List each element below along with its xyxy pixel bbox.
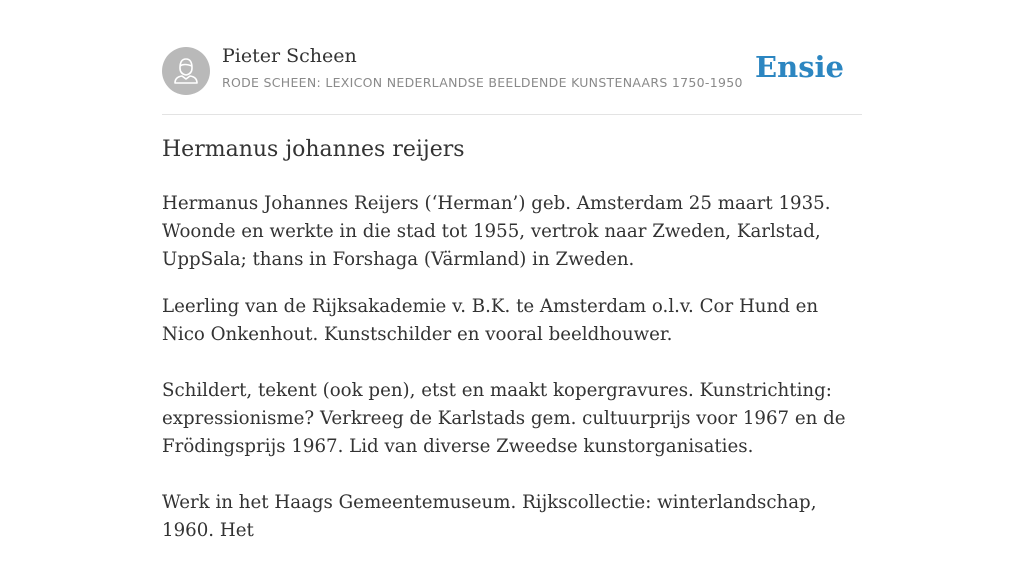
user-silhouette-icon bbox=[162, 47, 210, 95]
paragraph: Werk in het Haags Gemeentemuseum. Rijkscollectie: winterlandschap, 1960. Het bbox=[162, 492, 817, 541]
article-body bbox=[162, 190, 862, 564]
paragraph: Hermanus Johannes Reijers (‘Herman’) geb. Amsterdam 25 maart 1935. Woonde en werkte in die stad tot 1955, vertrok naar Zweden, Karlstad, UppSala; thans in Forshaga (Värmland) in Zweden. bbox=[162, 193, 831, 270]
source-label[interactable]: RODE SCHEEN: LEXICON NEDERLANDSE BEELDENDE KUNSTENAARS 1750-1950 bbox=[222, 75, 743, 90]
author-name[interactable]: Pieter Scheen bbox=[222, 45, 357, 67]
paragraph: Leerling van de Rijksakademie v. B.K. te Amsterdam o.l.v. Cor Hund en Nico Onkenhout. Kunstschilder en vooral beeldhouwer. bbox=[162, 296, 819, 345]
brand-logo[interactable]: Ensie bbox=[755, 50, 844, 84]
page-title: Hermanus johannes reijers bbox=[162, 137, 465, 162]
paragraph: Schildert, tekent (ook pen), etst en maakt kopergravures. Kunstrichting: expressionisme? Verkreeg de Karlstads gem. cultuurprijs voor 1967 en de Frödingsprijs 1967. Lid van diverse Zweedse kunstorganisaties. bbox=[162, 380, 846, 457]
avatar[interactable] bbox=[162, 47, 210, 95]
article-header bbox=[162, 0, 862, 115]
page-container bbox=[162, 0, 862, 541]
